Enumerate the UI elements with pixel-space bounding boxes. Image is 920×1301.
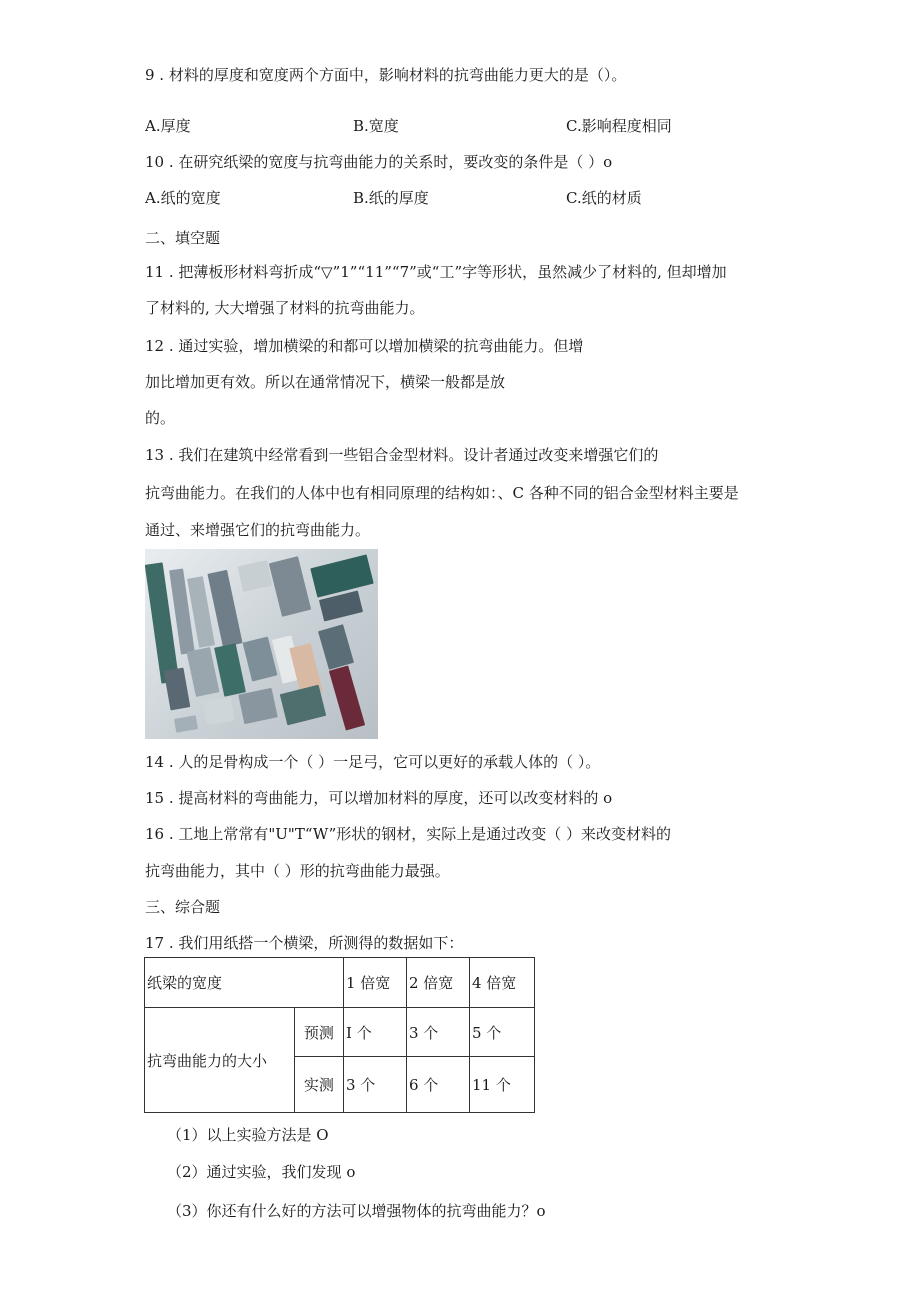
table-row-label-bending: 抗弯曲能力的大小 xyxy=(145,1008,295,1113)
q9-option-a: A.厚度 xyxy=(145,117,191,135)
q12-line2: 加比增加更有效。所以在通常情况下，横梁一般都是放 xyxy=(145,373,506,391)
q17-stem: 17 . 我们用纸搭一个横梁，所测得的数据如下： xyxy=(145,934,464,952)
q17-sub2: （2）通过实验，我们发现 o xyxy=(167,1163,356,1181)
table-row xyxy=(145,958,535,1008)
table-cell: 11 个 xyxy=(470,1057,535,1113)
table-cell: 5 个 xyxy=(470,1008,535,1057)
table-cell: I 个 xyxy=(344,1008,407,1057)
q16-line2: 抗弯曲能力，其中（ ）形的抗弯曲能力最强。 xyxy=(145,862,450,880)
table-cell: 3 个 xyxy=(344,1057,407,1113)
q11-line2: 了材料的, 大大增强了材料的抗弯曲能力。 xyxy=(145,299,425,317)
table-cell: 3 个 xyxy=(407,1008,470,1057)
q15: 15 . 提高材料的弯曲能力，可以增加材料的厚度，还可以改变材料的 o xyxy=(145,789,613,807)
q13-line1: 13 . 我们在建筑中经常看到一些铝合金型材料。设计者通过改变来增强它们的 xyxy=(145,446,659,464)
table-header-col1: 1 倍宽 xyxy=(344,958,407,1008)
table-header-col2: 2 倍宽 xyxy=(407,958,470,1008)
table-cell: 6 个 xyxy=(407,1057,470,1113)
q17-sub3: （3）你还有什么好的方法可以增强物体的抗弯曲能力？o xyxy=(167,1202,546,1220)
q11-line1: 11 . 把薄板形材料弯折成“▽”1”“11”“7”或“工”字等形状，虽然减少了材料的, 但却增加 xyxy=(145,263,727,281)
q12-line3: 的。 xyxy=(145,409,176,427)
q12-line1: 12 . 通过实验，增加横梁的和都可以增加横梁的抗弯曲能力。但增 xyxy=(145,337,584,355)
table-header-width-label: 纸梁的宽度 xyxy=(145,958,344,1008)
table-header-col3: 4 倍宽 xyxy=(470,958,535,1008)
q10-option-c: C.纸的材质 xyxy=(566,189,642,207)
q14: 14 . 人的足骨构成一个（ ）一足弓，它可以更好的承载人体的（ ）。 xyxy=(145,753,601,771)
q10-stem: 10 . 在研究纸梁的宽度与抗弯曲能力的关系时，要改变的条件是（ ）o xyxy=(145,153,613,171)
table-row xyxy=(145,1008,535,1057)
q9-stem: 9 . 材料的厚度和宽度两个方面中，影响材料的抗弯曲能力更大的是（）。 xyxy=(145,66,627,84)
q9-option-c: C.影响程度相同 xyxy=(566,117,672,135)
aluminum-profiles-photo xyxy=(145,549,378,739)
q16-line1: 16 . 工地上常常有"U"T“W”形状的钢材，实际上是通过改变（ ）来改变材料的 xyxy=(145,825,672,843)
q10-option-a: A.纸的宽度 xyxy=(145,189,221,207)
q13-line3: 通过、来增强它们的抗弯曲能力。 xyxy=(145,521,371,539)
section-heading-fill-blank: 二、填空题 xyxy=(145,229,221,247)
q9-option-b: B.宽度 xyxy=(353,117,399,135)
q17-sub1: （1）以上实验方法是 O xyxy=(167,1126,329,1144)
table-actual-label: 实测 xyxy=(294,1057,343,1113)
table-predict-label: 预测 xyxy=(294,1008,343,1057)
q10-option-b: B.纸的厚度 xyxy=(353,189,429,207)
section-heading-comprehensive: 三、综合题 xyxy=(145,898,221,916)
paper-beam-data-table xyxy=(144,957,535,1113)
q13-line2: 抗弯曲能力。在我们的人体中也有相同原理的结构如：、C 各种不同的铝合金型材料主要是 xyxy=(145,484,739,502)
